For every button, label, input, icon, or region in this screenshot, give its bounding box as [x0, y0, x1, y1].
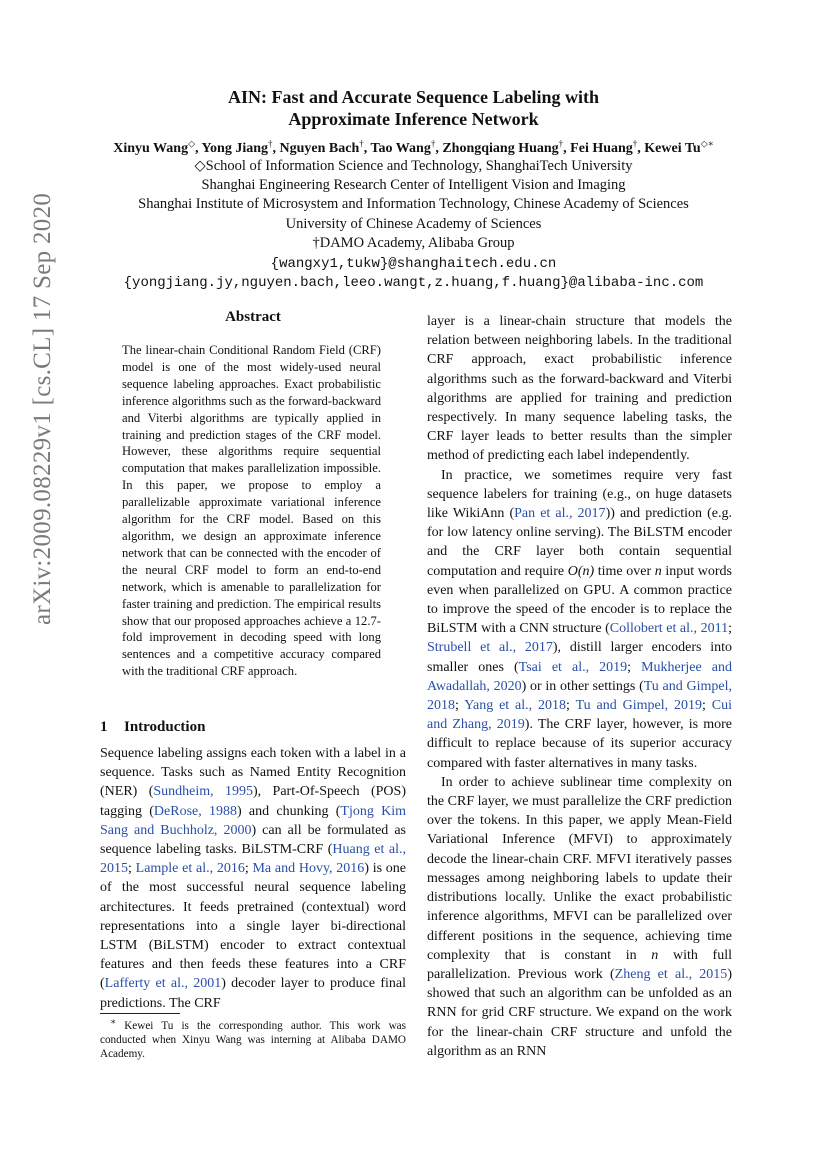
- citation-link[interactable]: Tu and Gimpel, 2019: [575, 698, 702, 714]
- paper-title-line-2: Approximate Inference Network: [288, 109, 539, 129]
- citation-link[interactable]: Strubell et al., 2017: [427, 640, 553, 656]
- section-title: Introduction: [124, 719, 206, 735]
- footnote-mark: ∗: [110, 1016, 117, 1027]
- affiliation-line: Shanghai Institute of Microsystem and Information Technology, Chinese Academy of Sciences: [138, 196, 689, 212]
- citation-link[interactable]: Lafferty et al., 2001: [104, 976, 222, 992]
- author: Tao Wang†: [370, 138, 436, 156]
- section-heading: [100, 719, 205, 736]
- abstract-body: [122, 342, 381, 680]
- citation-link[interactable]: Cui and Zhang, 2019: [427, 698, 733, 733]
- citation-link[interactable]: Huang et al., 2015: [100, 842, 406, 877]
- affiliation-line: ◇School of Information Science and Technology, ShanghaiTech University: [194, 158, 633, 174]
- citation-link[interactable]: Tu and Gimpel, 2018: [427, 678, 733, 714]
- abstract-heading: Abstract: [225, 309, 281, 325]
- math-inline: O(n): [567, 563, 595, 579]
- author: Nguyen Bach†: [279, 138, 364, 156]
- section-number: 1: [100, 719, 108, 735]
- author: Zhongqiang Huang†: [442, 138, 564, 156]
- arxiv-identifier: arXiv:2009.08229v1 [cs.CL] 17 Sep 2020: [29, 192, 56, 625]
- affiliation-line: University of Chinese Academy of Sciences: [285, 216, 542, 232]
- citation-link[interactable]: Lample et al., 2016: [135, 861, 245, 877]
- citation-link[interactable]: Tsai et al., 2019: [518, 659, 628, 675]
- body-paragraph: In order to achieve sublinear time complexity on the CRF layer, we must parallelize the CRF prediction over the tokens. In this paper, we apply Mean-Field Variational Inference (MFVI) to approximately decode the linear-chain CRF. MFVI iteratively passes messages among neighboring labels to update their distributions locally. Unlike the exact probabilistic inference algorithms, MFVI can be parallelized over different positions in the sequence, achieving time complexity that is constant in n with full parallelization. Previous work (Zheng et al., 2015) showed that such an algorithm can be unfolded as an RNN for grid CRF structure. We expand on the work for the linear-chain CRF structure and unfold the algorithm as an RNN: [427, 774, 732, 1059]
- author: Kewei Tu◇∗: [644, 138, 714, 156]
- email-line: {wangxy1,tukw}@shanghaitech.edu.cn: [270, 256, 557, 272]
- email-line: {yongjiang.jy,nguyen.bach,leeo.wangt,z.huang,f.huang}@alibaba-inc.com: [123, 275, 704, 291]
- author: Yong Jiang†: [201, 138, 273, 156]
- citation-link[interactable]: Zheng et al., 2015: [614, 966, 728, 982]
- citation-link[interactable]: Sundheim, 1995: [153, 784, 254, 800]
- affiliation-line: †DAMO Academy, Alibaba Group: [312, 235, 515, 251]
- citation-link[interactable]: Ma and Hovy, 2016: [252, 861, 365, 877]
- citation-link[interactable]: Tjong Kim Sang and Buchholz, 2000: [100, 803, 406, 838]
- citation-link[interactable]: Pan et al., 2017: [514, 506, 606, 522]
- citation-link[interactable]: Collobert et al., 2011: [609, 621, 729, 637]
- affiliation-line: Shanghai Engineering Research Center of Intelligent Vision and Imaging: [201, 177, 626, 193]
- math-inline: n: [654, 563, 662, 579]
- footnote-text: Kewei Tu is the corresponding author. This work was conducted when Xinyu Wang was interning at Alibaba DAMO Academy.: [100, 1020, 406, 1060]
- author: Fei Huang†: [570, 138, 638, 156]
- intro-paragraph: Sequence labeling assigns each token with a label in a sequence. Tasks such as Named Entity Recognition (NER) (Sundheim, 1995), Part-Of-Speech (POS) tagging (DeRose, 1988) and chunking (Tjong Kim Sang and Buchholz, 2000) can all be formulated as sequence labeling tasks. BiLSTM-CRF (Huang et al., 2015; Lample et al., 2016; Ma and Hovy, 2016) is one of the most successful neural sequence labeling architectures. It feeds pretrained (contextual) word representations into a single layer bi-directional LSTM (BiLSTM) encoder to extract contextual features and then feeds these features into a CRF (Lafferty et al., 2001) decoder layer to produce final predictions. The CRF: [100, 746, 407, 1011]
- citation-link[interactable]: Mukherjee and Awadallah, 2020: [427, 659, 733, 694]
- paper-title-line-1: AIN: Fast and Accurate Sequence Labeling with: [227, 87, 599, 107]
- body-paragraph: In practice, we sometimes require very fast sequence labelers for training (e.g., on huge datasets like WikiAnn (Pan et al., 2017)) and prediction (e.g. for low latency online serving). The BiLSTM encoder and the CRF layer both contain sequential computation and require O(n) time over n input words even when parallelized on GPU. A common practice to improve the speed of the encoder is to replace the BiLSTM with a CNN structure (Collobert et al., 2011; Strubell et al., 2017), distill larger encoders into smaller ones (Tsai et al., 2019; Mukherjee and Awadallah, 2020) or in other settings (Tu and Gimpel, 2018; Yang et al., 2018; Tu and Gimpel, 2019; Cui and Zhang, 2019). The CRF layer, however, is more difficult to replace because of its superior accuracy compared with faster alternatives in many tasks.: [427, 467, 733, 771]
- abstract-text: The linear-chain Conditional Random Field (CRF) model is one of the most widely-used neural sequence labeling approaches. Exact probabilistic inference algorithms such as the forward-backward and Viterbi algorithms are typically applied in training and prediction stages of the CRF model. However, these algorithms require sequential computation that makes parallelization impossible. In this paper, we propose to employ a parallelizable approximate variational inference algorithm for the CRF model. Based on this algorithm, we design an approximate inference network that can be connected with the encoder of the neural CRF model to form an end-to-end network, which is amenable to parallelization for faster training and prediction. The empirical results show that our proposed approaches achieve a 12.7-fold improvement in decoding speed with long sentences and a competitive accuracy compared with the traditional CRF approach.: [122, 343, 381, 679]
- body-paragraph: layer is a linear-chain structure that models the relation between neighboring labels. In the traditional CRF approach, exact probabilistic inference algorithms such as the forward-backward and Viterbi algorithms are applied for training and prediction respectively. In many sequence labeling tasks, the CRF layer leads to better results than the simpler method of predicting each label independently.: [427, 314, 732, 464]
- footnote: [100, 1016, 406, 1061]
- math-inline: n: [651, 947, 659, 963]
- right-column: [427, 312, 732, 1061]
- citation-link[interactable]: Yang et al., 2018: [464, 698, 567, 714]
- citation-link[interactable]: DeRose, 1988: [153, 803, 237, 819]
- footnote-rule: [100, 1013, 180, 1014]
- left-column: [100, 744, 406, 1013]
- author: Xinyu Wang◇: [113, 138, 195, 156]
- author-list: Xinyu Wang◇, Yong Jiang†, Nguyen Bach†, Tao Wang†, Zhongqiang Huang†, Fei Huang†, Kewei Tu◇∗: [113, 138, 714, 156]
